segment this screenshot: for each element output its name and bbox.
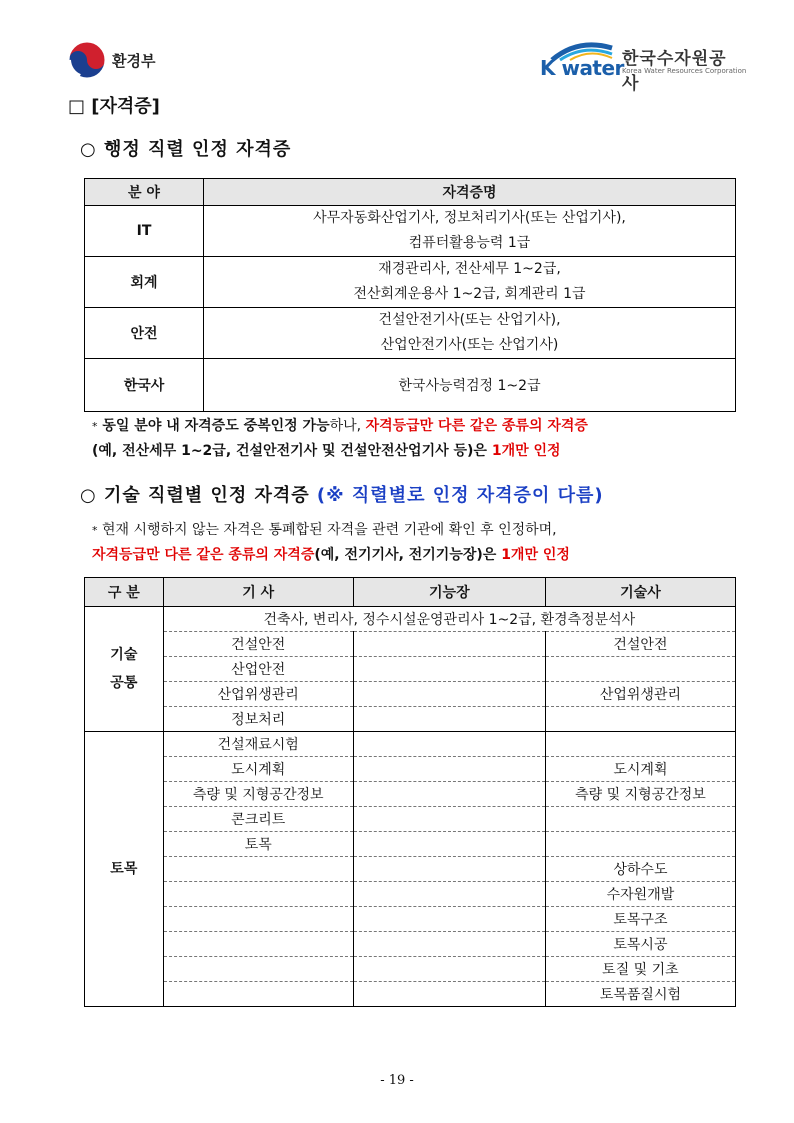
cert-cell: 한국사능력검정 1~2급 <box>204 359 736 412</box>
note-highlight: 1개만 인정 <box>501 547 570 563</box>
cert-cell <box>204 308 736 359</box>
gisulsa-cell: 상하수도 <box>545 857 735 882</box>
gisulsa-cell <box>545 807 735 832</box>
column-header-cert: 자격증명 <box>204 179 736 206</box>
kwater-brand: K water <box>540 56 624 80</box>
column-header-category: 구 분 <box>85 578 164 607</box>
gisa-cell: 산업위생관리 <box>163 682 353 707</box>
ginungjang-cell <box>353 707 545 732</box>
note-text: 동일 분야 내 자격증도 중복인정 가능 <box>102 418 330 434</box>
column-header-gisa: 기 사 <box>163 578 353 607</box>
ginungjang-cell <box>353 882 545 907</box>
table-row <box>85 932 736 957</box>
ginungjang-cell <box>353 932 545 957</box>
cert-cell <box>204 257 736 308</box>
note-highlight: 자격등급만 다른 같은 종류의 자격증 <box>365 418 588 434</box>
gisa-cell <box>163 857 353 882</box>
ginungjang-cell <box>353 807 545 832</box>
table-row <box>85 807 736 832</box>
note-text: (예, 전산세무 1~2급, 건설안전기사 및 건설안전산업기사 등)은 <box>92 443 492 459</box>
cert-line: 재경관리사, 전산세무 1~2급, <box>378 261 561 277</box>
gisulsa-cell <box>545 707 735 732</box>
gisa-cell: 콘크리트 <box>163 807 353 832</box>
admin-note <box>92 414 752 463</box>
gisulsa-cell: 토질 및 기초 <box>545 957 735 982</box>
note-text: 하나, <box>329 418 366 434</box>
admin-cert-table <box>84 178 736 412</box>
field-cell: 회계 <box>85 257 204 308</box>
table-row <box>85 907 736 932</box>
admin-heading: ○ 행정 직렬 인정 자격증 <box>80 139 292 160</box>
kwater-name-ko: 한국수자원공사 <box>622 49 727 94</box>
gisa-cell <box>163 882 353 907</box>
gisulsa-cell: 수자원개발 <box>545 882 735 907</box>
field-cell: 안전 <box>85 308 204 359</box>
gisa-cell <box>163 932 353 957</box>
column-header-gisulsa: 기술사 <box>545 578 735 607</box>
gisulsa-cell <box>545 832 735 857</box>
gisa-cell: 정보처리 <box>163 707 353 732</box>
ministry-logo <box>68 40 178 80</box>
note-highlight: 1개만 인정 <box>491 443 561 459</box>
table-row <box>85 732 736 757</box>
gisulsa-cell: 산업위생관리 <box>545 682 735 707</box>
note-text: 현재 시행하지 않는 자격은 통폐합된 자격을 관련 기관에 확인 후 인정하며, <box>101 522 557 538</box>
cert-line: 산업안전기사(또는 산업기사) <box>380 337 559 353</box>
gisulsa-cell <box>545 657 735 682</box>
taeguk-emblem-icon <box>68 41 106 79</box>
tech-heading <box>80 481 604 507</box>
table-row <box>85 657 736 682</box>
gisa-cell <box>163 982 353 1007</box>
tech-heading-main: ○ 기술 직렬별 인정 자격증 <box>80 485 317 506</box>
gisulsa-cell: 토목시공 <box>545 932 735 957</box>
tech-cert-table <box>84 577 736 1007</box>
category-cell-common <box>85 607 164 732</box>
ginungjang-cell <box>353 957 545 982</box>
table-row <box>85 257 736 308</box>
table-row <box>85 308 736 359</box>
table-row <box>85 857 736 882</box>
ginungjang-cell <box>353 757 545 782</box>
note-star: * <box>92 420 98 433</box>
gisulsa-cell: 도시계획 <box>545 757 735 782</box>
merged-cert-cell: 건축사, 변리사, 정수시설운영관리사 1~2급, 환경측정분석사 <box>163 607 735 632</box>
kwater-name-en: Korea Water Resources Corporation <box>622 67 747 75</box>
gisa-cell <box>163 907 353 932</box>
table-row <box>85 607 736 632</box>
gisa-cell: 측량 및 지형공간정보 <box>163 782 353 807</box>
table-header-row <box>85 179 736 206</box>
gisulsa-cell: 측량 및 지형공간정보 <box>545 782 735 807</box>
cert-line: 컴퓨터활용능력 1급 <box>408 235 531 251</box>
ginungjang-cell <box>353 732 545 757</box>
ministry-name: 환경부 <box>112 51 156 70</box>
ginungjang-cell <box>353 682 545 707</box>
table-row <box>85 757 736 782</box>
ginungjang-cell <box>353 782 545 807</box>
gisa-cell: 건설안전 <box>163 632 353 657</box>
cert-line: 전산회계운용사 1~2급, 회계관리 1급 <box>353 286 586 302</box>
table-row <box>85 359 736 412</box>
cert-line: 건설안전기사(또는 산업기사), <box>378 312 561 328</box>
note-text: (예, 전기기사, 전기기능장)은 <box>314 547 502 563</box>
note-star: * <box>92 524 98 537</box>
column-header-field: 분 야 <box>85 179 204 206</box>
table-row <box>85 707 736 732</box>
gisulsa-cell: 토목구조 <box>545 907 735 932</box>
gisulsa-cell: 건설안전 <box>545 632 735 657</box>
gisa-cell: 도시계획 <box>163 757 353 782</box>
page-number: - 19 - <box>380 1073 414 1088</box>
category-label: 기술 <box>110 647 138 663</box>
section-title: □ [자격증] <box>68 96 160 117</box>
table-header-row <box>85 578 736 607</box>
column-header-ginungjang: 기능장 <box>353 578 545 607</box>
ginungjang-cell <box>353 982 545 1007</box>
table-row <box>85 982 736 1007</box>
table-row <box>85 957 736 982</box>
field-cell: IT <box>85 206 204 257</box>
ginungjang-cell <box>353 907 545 932</box>
cert-line: 사무자동화산업기사, 정보처리기사(또는 산업기사), <box>313 210 626 226</box>
ginungjang-cell <box>353 657 545 682</box>
gisa-cell <box>163 957 353 982</box>
table-row <box>85 832 736 857</box>
gisulsa-cell: 토목품질시험 <box>545 982 735 1007</box>
ginungjang-cell <box>353 832 545 857</box>
field-cell: 한국사 <box>85 359 204 412</box>
table-row <box>85 206 736 257</box>
ginungjang-cell <box>353 632 545 657</box>
cert-cell <box>204 206 736 257</box>
gisulsa-cell <box>545 732 735 757</box>
tech-heading-note: (※ 직렬별로 인정 자격증이 다름) <box>316 485 604 506</box>
category-cell-civil: 토목 <box>85 732 164 1007</box>
gisa-cell: 토목 <box>163 832 353 857</box>
kwater-logo <box>540 40 747 94</box>
gisa-cell: 산업안전 <box>163 657 353 682</box>
ginungjang-cell <box>353 857 545 882</box>
category-label: 공통 <box>110 675 138 691</box>
table-row <box>85 782 736 807</box>
table-row <box>85 632 736 657</box>
note-highlight: 자격등급만 다른 같은 종류의 자격증 <box>92 547 315 563</box>
table-row <box>85 882 736 907</box>
table-row <box>85 682 736 707</box>
tech-note <box>92 518 752 567</box>
gisa-cell: 건설재료시험 <box>163 732 353 757</box>
